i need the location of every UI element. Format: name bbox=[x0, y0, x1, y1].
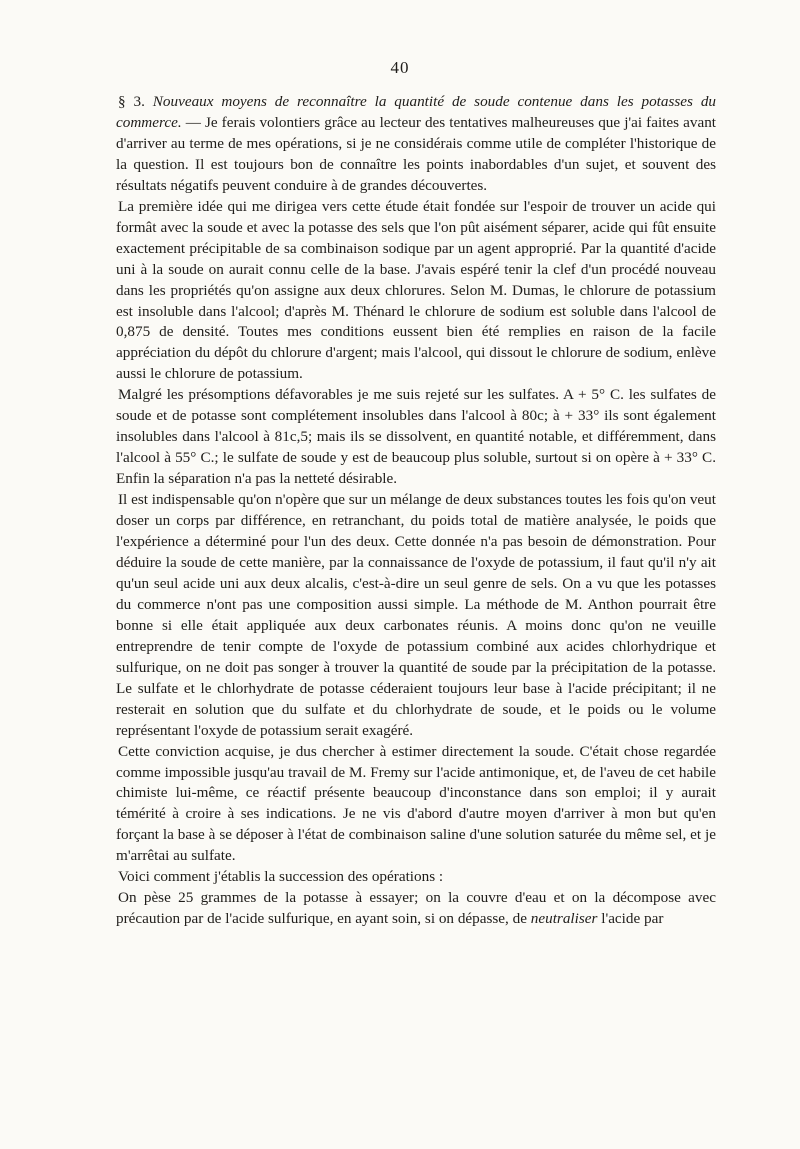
paragraph: Il est indispensable qu'on n'opère que sur un mélange de deux substances toutes les fois qu'on veut doser un corps par différence, en retranchant, du poids total de matière analysée, le poids que l'expérience a déterminé pour l'un des deux. Cette donnée n'a pas besoin de démonstration. Pour déduire la soude de cette manière, par la connaissance de l'oxyde de potassium, il faut qu'il n'y ait qu'un seul acide uni aux deux alcalis, c'est-à-dire un seul genre de sels. On a vu que les potasses du commerce n'ont pas une composition aussi simple. La méthode de M. Anthon pourrait être bonne si elle était appliquée aux deux carbonates réunis. A moins donc qu'on ne veuille entreprendre de tenir compte de l'oxyde de potassium combiné aux acides chlorhydrique et sulfurique, on ne doit pas songer à trouver la quantité de soude par la précipitation de la potasse. Le sulfate et le chlorhydrate de potasse céderaient toujours leur base à l'acide précipitant; il ne resterait en solution que du sulfate et du chlorhydrate de soude, et le poids ou le volume représentant l'oxyde de potassium serait exagéré. bbox=[116, 491, 716, 739]
section-title: Nouveaux moyens de reconnaître la quantité de soude contenue dans les potasses du commerce. bbox=[116, 93, 717, 131]
body-text bbox=[116, 92, 716, 930]
section-dash: — bbox=[181, 113, 205, 131]
page-number: 40 bbox=[390, 58, 410, 77]
paragraph-text: Je ferais volontiers grâce au lecteur des tentatives malheureuses que j'ai faites avant d'arriver au terme de mes opérations, si je ne considérais comme utile de compléter l'historique de la question. Il est toujours bon de connaître les points inabordables d'un sujet, et souvent des résultats négatifs peuvent conduire à de grandes découvertes. bbox=[116, 113, 717, 194]
paragraph-section-intro bbox=[116, 92, 716, 197]
paragraph-procedure bbox=[116, 888, 716, 930]
paragraph: Cette conviction acquise, je dus chercher à estimer directement la soude. C'était chose regardée comme impossible jusqu'au travail de M. Fremy sur l'acide antimonique, et, de l'aveu de cet habile chimiste lui-même, ce réactif présente beaucoup d'inconstance dans son emploi; il y aurait témérité à croire à ses indications. Je ne vis d'abord d'autre moyen d'arriver à mon but qu'en forçant la base à se déposer à l'état de combinaison saline d'une solution saturée du même sel, et je m'arrêtai au sulfate. bbox=[116, 742, 716, 865]
paragraph: Voici comment j'établis la succession des opérations : bbox=[118, 868, 444, 886]
paragraph-text: On pèse 25 grammes de la potasse à essayer; on la couvre d'eau et on la décompose avec précaution par de l'acide sulfurique, en ayant soin, si on dépasse, de bbox=[116, 889, 716, 928]
paragraph: La première idée qui me dirigea vers cette étude était fondée sur l'espoir de trouver un acide qui formât avec la soude et avec la potasse des sels que l'on pût aisément séparer, acide qui fût ensuite exactement précipitable de sa combinaison sodique par un agent approprié. Par la quantité d'acide uni à la soude on aurait connu celle de la base. J'avais espéré tenir la clef d'un procédé nouveau dans les propriétés qu'on assigne aux deux chlorures. Selon M. Dumas, le chlorure de potassium est insoluble dans l'alcool; d'après M. Thénard le chlorure de sodium est soluble dans l'alcool de 0,875 de densité. Toutes mes conditions eussent bien été remplies en raison de la facile appréciation du dépôt du chlorure d'argent; mais l'alcool, qui dissout le chlorure de sodium, enlève aussi le chlorure de potassium. bbox=[116, 197, 716, 383]
emphasized-word: neutraliser bbox=[530, 910, 598, 928]
section-mark: § 3. bbox=[118, 93, 145, 110]
paragraph-text: l'acide par bbox=[597, 910, 664, 928]
paragraph: Malgré les présomptions défavorables je me suis rejeté sur les sulfates. A + 5° C. les sulfates de soude et de potasse sont complétement insolubles dans l'alcool à 80c; à + 33° ils sont également insolubles dans l'alcool à 81c,5; mais ils se dissolvent, en quantité notable, et différemment, dans l'alcool à 55° C.; le sulfate de soude y est de beaucoup plus soluble, surtout si on opère à + 33° C. Enfin la séparation n'a pas la netteté désirable. bbox=[116, 386, 716, 488]
